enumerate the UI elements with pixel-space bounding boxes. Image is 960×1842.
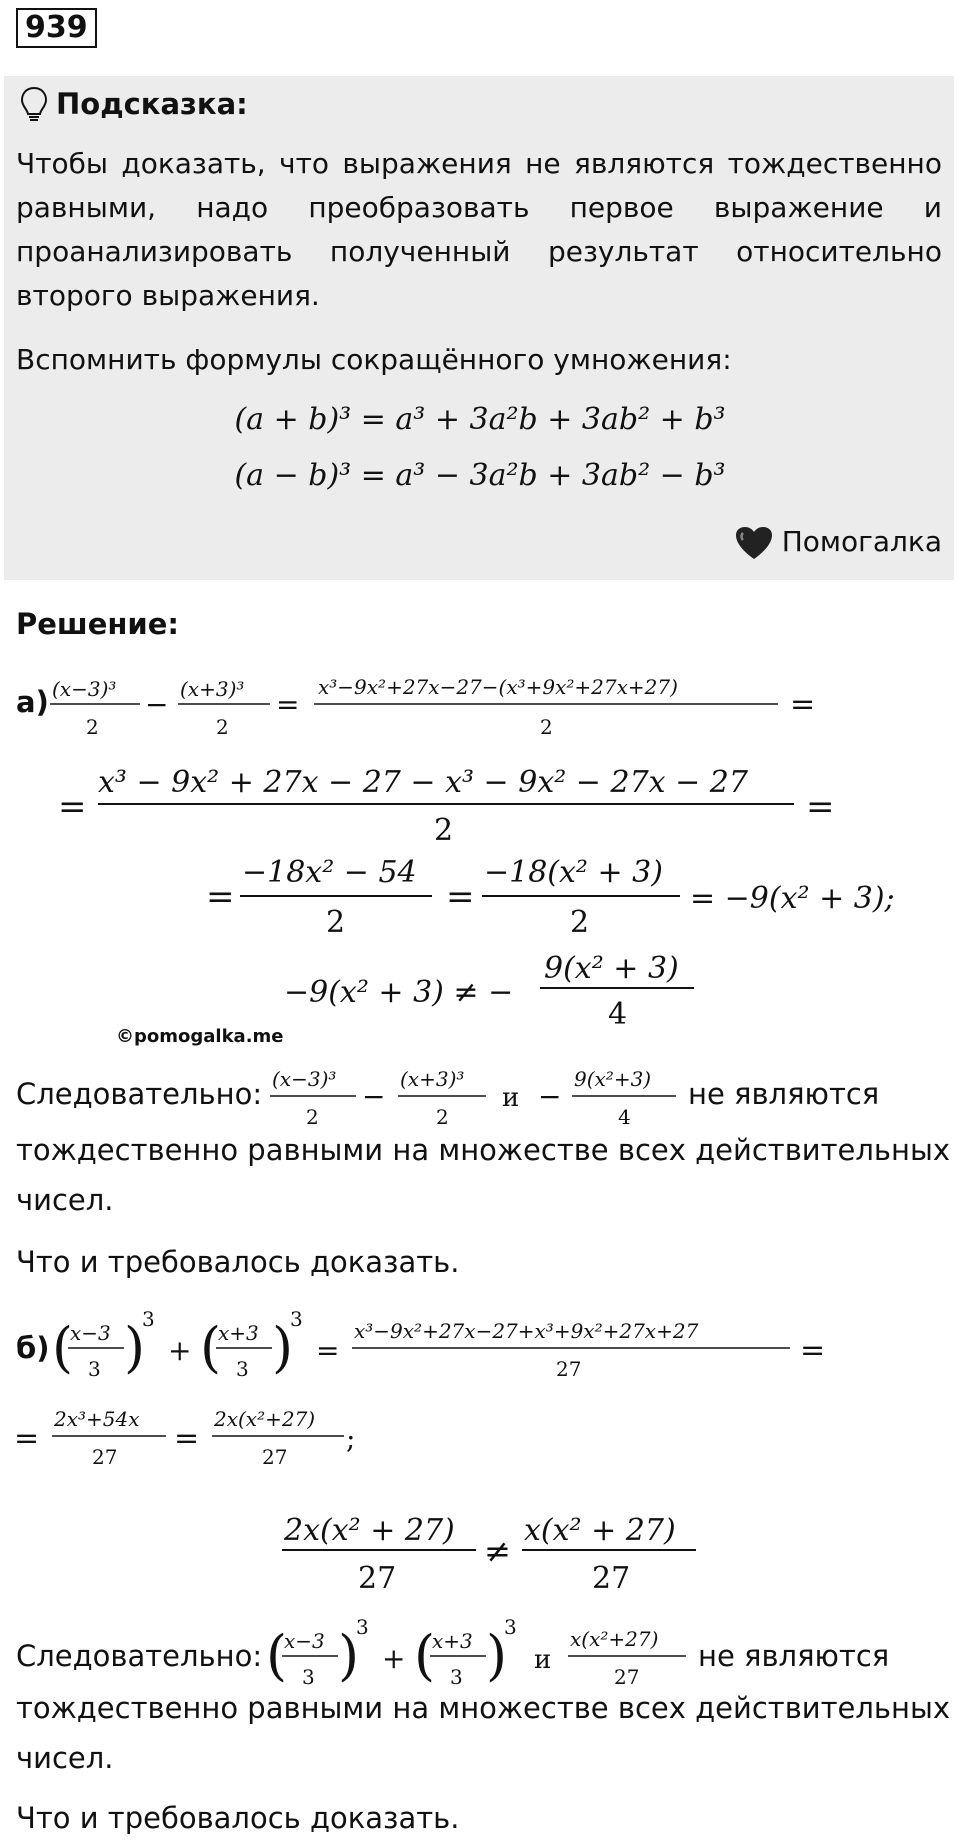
- fraction-numerator: x³−9x²+27x−27+x³+9x²+27x+27: [354, 1319, 699, 1343]
- qed-text: Что и требовалось доказать.: [16, 1245, 460, 1279]
- formula-cube-diff: (a − b)³ = a³ − 3a²b + 3ab² − b³: [234, 458, 726, 493]
- svg-text:(x−3)³: (x−3)³: [272, 1067, 337, 1091]
- hint-paragraph: Чтобы доказать, что выражения не являются тождественно равными, надо преобразовать первое выражение и проанализировать полученный результат относительно второго выражения.: [16, 147, 942, 312]
- svg-text:2: 2: [436, 1105, 449, 1129]
- svg-text:x−3: x−3: [70, 1321, 111, 1345]
- svg-text:+: +: [382, 1642, 406, 1675]
- svg-text:(x+3)³: (x+3)³: [180, 677, 245, 701]
- conclusion-line: тождественно равными на множестве всех действительных: [16, 1133, 951, 1167]
- formula-cube-sum: (a + b)³ = a³ + 3a²b + 3ab² + b³: [234, 402, 726, 437]
- svg-text:−: −: [145, 688, 169, 721]
- svg-text:=: =: [14, 1421, 40, 1456]
- svg-text:(: (: [52, 1316, 74, 1379]
- part-a-result: = −9(x² + 3);: [690, 881, 895, 916]
- svg-text:2: 2: [570, 905, 590, 940]
- svg-text:2: 2: [326, 905, 346, 940]
- conclusion-suffix: не являются: [688, 1077, 880, 1111]
- part-a-label: а): [16, 685, 49, 719]
- svg-text:2: 2: [306, 1105, 319, 1129]
- svg-text:−: −: [362, 1080, 386, 1113]
- fraction-numerator: 2x(x²+27): [214, 1407, 316, 1431]
- svg-text:27: 27: [556, 1357, 582, 1381]
- svg-text:x(x²+27): x(x²+27): [570, 1627, 659, 1651]
- svg-text:=: =: [58, 787, 87, 827]
- lightbulb-icon: [20, 86, 48, 124]
- svg-text:x+3: x+3: [432, 1629, 473, 1653]
- fraction-numerator: 9(x² + 3): [544, 951, 679, 986]
- svg-text:и: и: [502, 1083, 520, 1113]
- svg-text:2: 2: [540, 715, 553, 739]
- part-a-derivation: [0, 660, 960, 1080]
- qed-text: Что и требовалось доказать.: [16, 1801, 460, 1835]
- svg-text:(x+3)³: (x+3)³: [400, 1067, 465, 1091]
- task-number: 939: [16, 8, 97, 48]
- svg-text:2: 2: [216, 715, 229, 739]
- svg-text:;: ;: [346, 1422, 356, 1455]
- svg-text:=: =: [206, 877, 235, 917]
- svg-text:=: =: [800, 1333, 826, 1368]
- hint-title: Подсказка:: [56, 87, 248, 121]
- solution-title: Решение:: [16, 607, 180, 641]
- conclusion-line: чисел.: [16, 1741, 114, 1775]
- svg-text:3: 3: [504, 1615, 517, 1639]
- brand-name: Помогалка: [781, 525, 942, 558]
- svg-text:(: (: [414, 1624, 436, 1687]
- fraction-numerator: x³−9x²+27x−27−(x³+9x²+27x+27): [318, 675, 678, 699]
- svg-text:): ): [486, 1624, 508, 1687]
- svg-text:2: 2: [86, 715, 99, 739]
- svg-text:27: 27: [592, 1561, 631, 1596]
- svg-text:3: 3: [356, 1615, 369, 1639]
- svg-text:4: 4: [618, 1105, 631, 1129]
- svg-text:4: 4: [608, 997, 628, 1032]
- svg-text:=: =: [806, 787, 835, 827]
- frac-num: (x−3)³: [52, 677, 117, 701]
- heart-icon: [734, 525, 774, 561]
- part-a-conclusion-line: [0, 1052, 960, 1132]
- svg-text:(: (: [266, 1624, 288, 1687]
- fraction-numerator: 2x³+54x: [54, 1407, 140, 1431]
- svg-text:x−3: x−3: [284, 1629, 325, 1653]
- svg-text:−: −: [538, 1080, 562, 1113]
- svg-text:27: 27: [262, 1445, 288, 1469]
- part-b-derivation: [0, 1300, 960, 1610]
- svg-text:=: =: [174, 1421, 200, 1456]
- svg-text:2: 2: [434, 813, 454, 848]
- svg-text:3: 3: [88, 1357, 101, 1381]
- svg-text:): ): [124, 1316, 146, 1379]
- fraction-numerator: −18x² − 54: [242, 855, 417, 890]
- svg-text:27: 27: [614, 1665, 640, 1689]
- svg-text:=: =: [446, 877, 475, 917]
- svg-text:3: 3: [302, 1665, 315, 1689]
- svg-text:3: 3: [142, 1307, 155, 1331]
- svg-text:9(x²+3): 9(x²+3): [574, 1067, 652, 1091]
- svg-text:+: +: [168, 1334, 192, 1367]
- conclusion-line: тождественно равными на множестве всех действительных: [16, 1691, 951, 1725]
- conclusion-prefix: Следовательно:: [16, 1077, 263, 1111]
- conclusion-line: чисел.: [16, 1183, 114, 1217]
- brand-signature: [734, 520, 942, 564]
- svg-text:=: =: [316, 1334, 340, 1367]
- fraction-numerator: x(x² + 27): [524, 1513, 676, 1548]
- svg-text:и: и: [534, 1645, 552, 1675]
- svg-text:(: (: [200, 1316, 222, 1379]
- svg-text:=: =: [790, 687, 816, 722]
- conclusion-suffix: не являются: [698, 1639, 890, 1673]
- watermark: ©pomogalka.me: [116, 1026, 284, 1047]
- hint-formulas-intro: Вспомнить формулы сокращённого умножения:: [16, 343, 732, 376]
- fraction-numerator: x³ − 9x² + 27x − 27 − x³ − 9x² − 27x − 27: [98, 765, 748, 800]
- svg-text:): ): [338, 1624, 360, 1687]
- svg-text:3: 3: [236, 1357, 249, 1381]
- svg-text:≠: ≠: [484, 1532, 511, 1570]
- svg-text:x+3: x+3: [218, 1321, 259, 1345]
- part-b-label: б): [16, 1331, 50, 1365]
- svg-text:27: 27: [92, 1445, 118, 1469]
- svg-text:=: =: [276, 688, 300, 721]
- fraction-numerator: 2x(x² + 27): [284, 1513, 455, 1548]
- svg-text:3: 3: [290, 1307, 303, 1331]
- svg-text:3: 3: [450, 1665, 463, 1689]
- svg-text:): ): [272, 1316, 294, 1379]
- svg-text:27: 27: [358, 1561, 397, 1596]
- conclusion-prefix: Следовательно:: [16, 1639, 263, 1673]
- fraction-numerator: −18(x² + 3): [484, 855, 663, 890]
- inequality-left: −9(x² + 3) ≠ −: [284, 975, 514, 1010]
